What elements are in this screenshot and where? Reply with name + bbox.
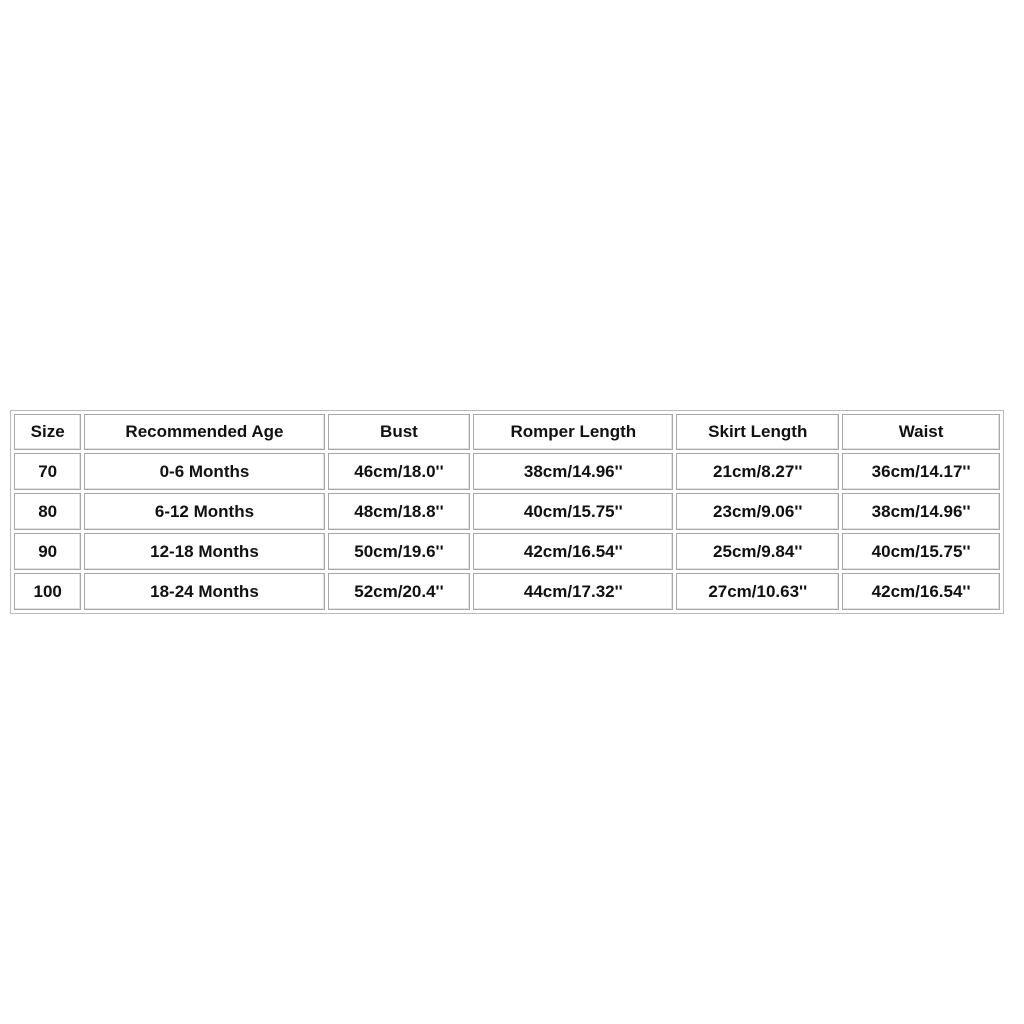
cell-romper-length: 42cm/16.54'' — [473, 533, 673, 570]
cell-size: 80 — [14, 493, 81, 530]
cell-size: 70 — [14, 453, 81, 490]
cell-waist: 42cm/16.54'' — [842, 573, 1000, 610]
table-row — [14, 533, 1000, 570]
cell-waist: 38cm/14.96'' — [842, 493, 1000, 530]
cell-romper-length: 44cm/17.32'' — [473, 573, 673, 610]
cell-bust: 52cm/20.4'' — [328, 573, 471, 610]
header-skirt-length: Skirt Length — [676, 414, 839, 450]
cell-waist: 36cm/14.17'' — [842, 453, 1000, 490]
cell-skirt-length: 23cm/9.06'' — [676, 493, 839, 530]
cell-recommended-age: 12-18 Months — [84, 533, 324, 570]
header-bust: Bust — [328, 414, 471, 450]
cell-bust: 50cm/19.6'' — [328, 533, 471, 570]
header-romper-length: Romper Length — [473, 414, 673, 450]
size-chart-frame — [10, 410, 1004, 614]
cell-bust: 48cm/18.8'' — [328, 493, 471, 530]
cell-skirt-length: 25cm/9.84'' — [676, 533, 839, 570]
cell-skirt-length: 27cm/10.63'' — [676, 573, 839, 610]
cell-bust: 46cm/18.0'' — [328, 453, 471, 490]
header-waist: Waist — [842, 414, 1000, 450]
cell-recommended-age: 0-6 Months — [84, 453, 324, 490]
cell-waist: 40cm/15.75'' — [842, 533, 1000, 570]
table-row — [14, 573, 1000, 610]
cell-romper-length: 40cm/15.75'' — [473, 493, 673, 530]
table-row — [14, 453, 1000, 490]
cell-romper-length: 38cm/14.96'' — [473, 453, 673, 490]
header-row — [14, 414, 1000, 450]
size-chart-table — [11, 411, 1003, 613]
cell-recommended-age: 18-24 Months — [84, 573, 324, 610]
table-row — [14, 493, 1000, 530]
header-recommended-age: Recommended Age — [84, 414, 324, 450]
cell-recommended-age: 6-12 Months — [84, 493, 324, 530]
cell-size: 100 — [14, 573, 81, 610]
header-size: Size — [14, 414, 81, 450]
cell-size: 90 — [14, 533, 81, 570]
cell-skirt-length: 21cm/8.27'' — [676, 453, 839, 490]
